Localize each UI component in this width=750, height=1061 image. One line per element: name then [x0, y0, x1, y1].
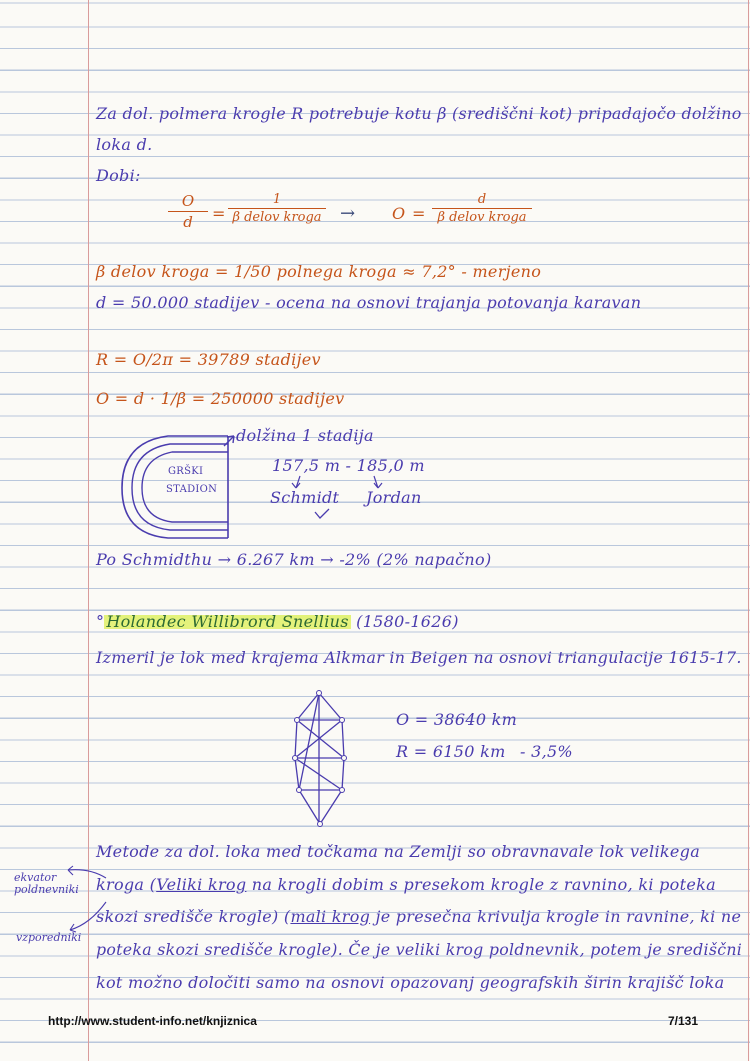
formula-left-den: d	[183, 213, 193, 232]
side-note-equator-a: ekvator	[14, 871, 57, 884]
text-p3-a: skozi središče krogle) (	[96, 907, 291, 926]
stadium-length-range: 157,5 m - 185,0 m	[272, 456, 425, 475]
formula-equals-1: =	[212, 204, 226, 223]
text-line-p5: kot možno določiti samo na osnovi opazovanj geografskih širin krajišč loka	[96, 973, 725, 992]
small-circle-term: mali krog	[290, 907, 371, 926]
radius-value: R = 6150 km	[396, 742, 506, 761]
great-circle-term: Veliki krog	[156, 875, 247, 894]
formula-equals-2: =	[412, 204, 426, 223]
formula-right-fraction	[432, 192, 532, 225]
text-line-5: d = 50.000 stadijev - ocena na osnovi trajanja potovanja karavan	[96, 293, 642, 312]
margin-line-right	[748, 0, 749, 1061]
formula-left-num: O	[181, 192, 195, 210]
footer-url[interactable]: http://www.student-info.net/knjiznica	[48, 1014, 257, 1028]
formula-right-den: β delov kroga	[437, 210, 527, 226]
triangulation-diagram	[290, 690, 350, 830]
text-p2-a: kroga (	[96, 875, 157, 894]
text-line-p2	[96, 875, 716, 894]
formula-right-lhs: O	[392, 204, 406, 223]
text-line-3: Dobi:	[96, 166, 141, 185]
snellius-years: (1580-1626)	[356, 612, 459, 631]
side-note-parallels: vzporedniki	[16, 931, 82, 944]
jordan-label: Jordan	[366, 488, 422, 507]
text-p3-c: je presečna krivulja krogle in ravnine, ki ne	[370, 907, 742, 926]
text-line-8: Po Schmidthu → 6.267 km → -2% (2% napačno)	[96, 550, 492, 569]
stadium-length-label: dolžina 1 stadija	[236, 426, 374, 445]
text-line-p4: poteka skozi središče krogle). Če je veliki krog poldnevnik, potem je središčni	[96, 940, 743, 959]
schmidt-label: Schmidt	[270, 488, 340, 507]
error-value: - 3,5%	[520, 742, 573, 761]
formula-mid-num: 1	[272, 192, 282, 207]
stadium-label-b: STADION	[166, 484, 218, 495]
circumference-value: O = 38640 km	[396, 710, 518, 729]
checkmark-icon	[314, 508, 330, 520]
text-line-7: O = d · 1/β = 250000 stadijev	[96, 389, 345, 408]
side-note-equator-b: poldnevniki	[14, 883, 79, 896]
text-p2-c: na krogli dobim s presekom krogle z ravnino, ki poteka	[246, 875, 716, 894]
text-line-4: β delov kroga = 1/50 polnega kroga ≈ 7,2° - merjeno	[96, 262, 542, 281]
formula-right-num: d	[477, 192, 487, 207]
formula-left-fraction	[168, 192, 208, 231]
formula-mid-den: β delov kroga	[232, 210, 322, 226]
text-line-2: loka d.	[96, 135, 153, 154]
stadium-label-a: GRŠKI	[168, 466, 204, 477]
text-line-1: Za dol. polmera krogle R potrebuje kotu β (središčni kot) pripadajočo dolžino	[96, 104, 742, 123]
snellius-heading	[96, 612, 459, 631]
side-note-arrows	[60, 866, 120, 936]
formula-mid-fraction	[228, 192, 326, 225]
formula-arrow: →	[340, 203, 356, 224]
text-line-p3	[96, 907, 741, 926]
text-line-6: R = O/2π = 39789 stadijev	[96, 350, 321, 369]
bullet-icon: °	[96, 612, 105, 631]
snellius-name: Holandec Willibrord Snellius	[106, 612, 349, 631]
text-line-p1: Metode za dol. loka med točkama na Zemlji so obravnavale lok velikega	[96, 842, 701, 861]
footer-page-number: 7/131	[668, 1014, 699, 1028]
text-line-9: Izmeril je lok med krajema Alkmar in Beigen na osnovi triangulacije 1615-17.	[96, 648, 742, 667]
